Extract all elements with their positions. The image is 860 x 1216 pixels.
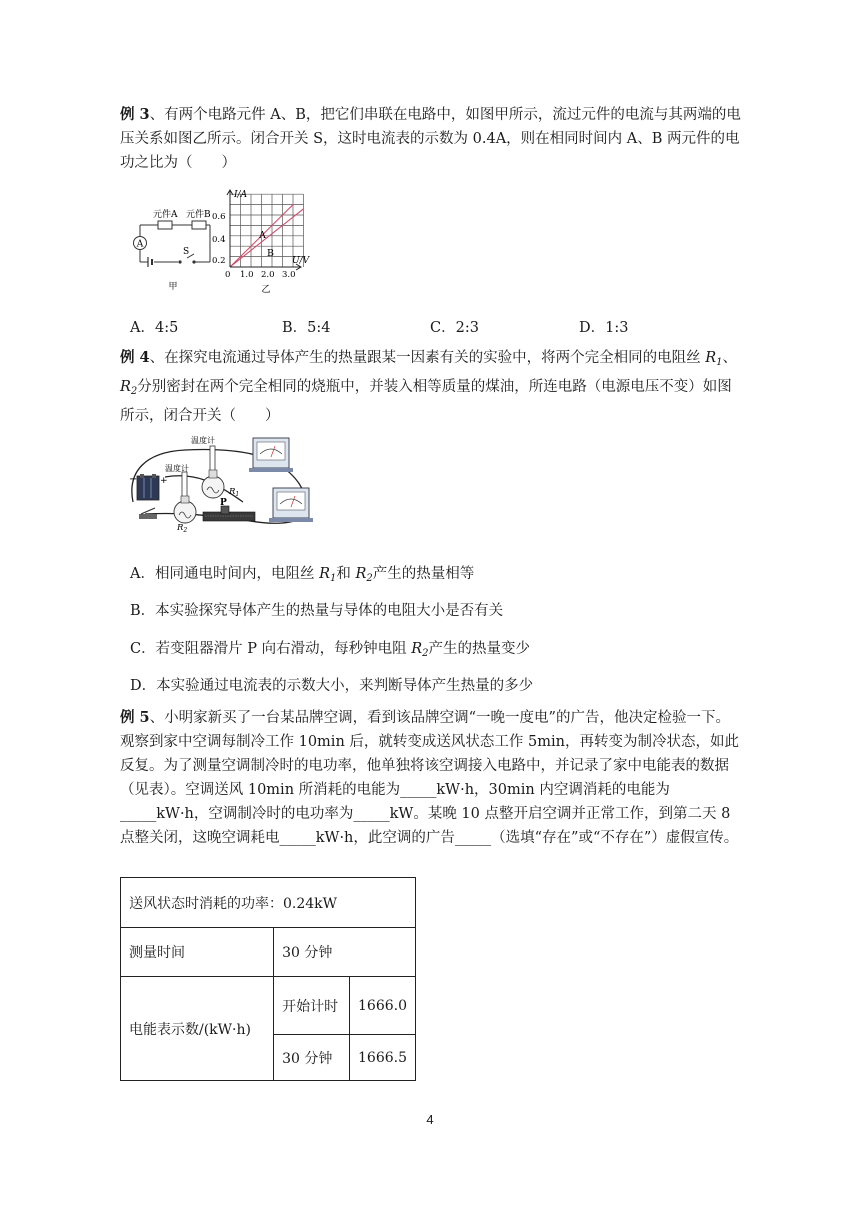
table-row <box>121 928 416 977</box>
figure-jia-caption: 甲 <box>168 282 178 292</box>
end-reading-value: 1666.5 <box>350 1035 416 1081</box>
r2-subscript: 2 <box>130 386 138 397</box>
r1-subscript: 1 <box>716 357 723 368</box>
line-b-label: B <box>267 248 274 259</box>
measure-time-label: 测量时间 <box>121 928 274 977</box>
example-4-option-a: A．相同通电时间内，电阻丝 $R_1$和 $R_2$产生的热量相等 <box>130 566 475 584</box>
start-time-label: 开始计时 <box>274 977 350 1035</box>
example-4-text-2: 分别密封在两个完全相同的烧瓶中，并装入相等质量的煤油，所连电路（电源电压不变）如图所示，闭合开关（ ） <box>120 379 732 424</box>
example-4-text-1: 、在探究电流通过导体产生的热量跟某一因素有关的实验中，将两个完全相同的电阻丝 <box>149 350 706 366</box>
r1-symbol: R <box>705 350 717 366</box>
table-row <box>121 977 416 1035</box>
measure-time-value: 30 分钟 <box>274 928 416 977</box>
ytick-0-6: 0.6 <box>212 212 226 222</box>
battery-icon <box>137 476 159 500</box>
start-reading-value: 1666.0 <box>350 977 416 1035</box>
element-b-box <box>192 221 206 229</box>
example-3-question <box>120 103 742 175</box>
example-5-label: 例 5 <box>120 709 150 726</box>
flask-r2-label: $R_2$ <box>177 523 188 532</box>
element-a-label: 元件A <box>153 210 178 220</box>
graph-ylabel: I/A <box>234 190 248 200</box>
battery-minus: − <box>129 474 138 485</box>
switch-label: S <box>183 247 190 257</box>
resistor-separator: 、 <box>722 350 738 366</box>
example-5-question <box>120 706 742 850</box>
xtick-1: 1.0 <box>240 270 254 280</box>
line-a-label: A <box>259 230 266 241</box>
example-3-option-c: C．2:3 <box>430 320 479 336</box>
iv-graph-yi <box>210 186 320 296</box>
example-4-question <box>120 346 742 428</box>
ytick-0-4: 0.4 <box>212 235 226 245</box>
apparatus-figure <box>125 432 325 532</box>
element-a-box <box>158 221 172 229</box>
page-number: 4 <box>426 1112 434 1127</box>
meter-data-table <box>120 877 416 1081</box>
example-4-option-d: D．本实验通过电流表的示数大小，来判断导体产生热量的多少 <box>130 678 534 694</box>
xtick-0: 0 <box>225 270 231 280</box>
meter-reading-label: 电能表示数/(kW·h) <box>121 977 274 1081</box>
ammeter-label: A <box>136 239 144 250</box>
example-3-label: 例 3 <box>120 106 150 123</box>
flask-1-icon <box>202 476 224 498</box>
element-b-label: 元件B <box>186 210 211 220</box>
example-5-text: 、小明家新买了一台某品牌空调，看到该品牌空调“一晚一度电”的广告，他决定检验一下。观察到家中空调每制冷工作 10min 后，就转变成送风状态工作 5min，再转变为制冷状态，如此反复。为了测量空调制冷时的电功率，他单独将该空调接入电路中，并记录了家中电能表的数据（见表）。空调送风 10min 所消耗的电能为_____kW·h，30min 内空调消耗的电能为_____kW·h，空调制冷时的电功率为_____kW。某晚 10 点整开启空调并正常工作，到第二天 8 点整关闭，这晚空调耗电_____kW·h，此空调的广告_____（选填“存在”或“不存在”）虚假宣传。 <box>120 710 739 846</box>
switch-icon <box>139 514 157 519</box>
thermometer-1-label: 温度计 <box>191 436 215 445</box>
xtick-3: 3.0 <box>282 270 296 280</box>
xtick-2: 2.0 <box>261 270 275 280</box>
table-row <box>121 878 416 928</box>
thermometer-2-label: 温度计 <box>165 464 189 473</box>
example-4-label: 例 4 <box>120 349 150 366</box>
ytick-0-2: 0.2 <box>212 256 226 266</box>
figure-yi-caption: 乙 <box>261 285 271 295</box>
example-3-option-d: D．1:3 <box>579 320 629 336</box>
example-3-option-a: A．4:5 <box>130 320 179 336</box>
example-3-text: 、有两个电路元件 A、B，把它们串联在电路中，如图甲所示，流过元件的电流与其两端的电压关系如图乙所示。闭合开关 S，这时电流表的示数为 0.4A，则在相同时间内 A、B 两元件的电功之比为（ ） <box>120 107 741 171</box>
r2-symbol: R <box>120 379 131 395</box>
fan-power-cell: 送风状态时消耗的功率：0.24kW <box>121 878 416 928</box>
flask-2-icon <box>174 501 196 523</box>
example-4-option-b: B．本实验探究导体产生的热量与导体的电阻大小是否有关 <box>130 603 504 619</box>
flask-r1-label: $R_1$ <box>229 487 240 498</box>
slider-p-label: P <box>220 498 227 508</box>
end-time-label: 30 分钟 <box>274 1035 350 1081</box>
example-4-option-c: C．若变阻器滑片 P 向右滑动，每秒钟电阻 $R_2$产生的热量变少 <box>130 641 530 659</box>
graph-xlabel: U/V <box>292 256 310 266</box>
battery-plus: + <box>160 476 168 486</box>
example-3-option-b: B．5:4 <box>282 320 331 336</box>
